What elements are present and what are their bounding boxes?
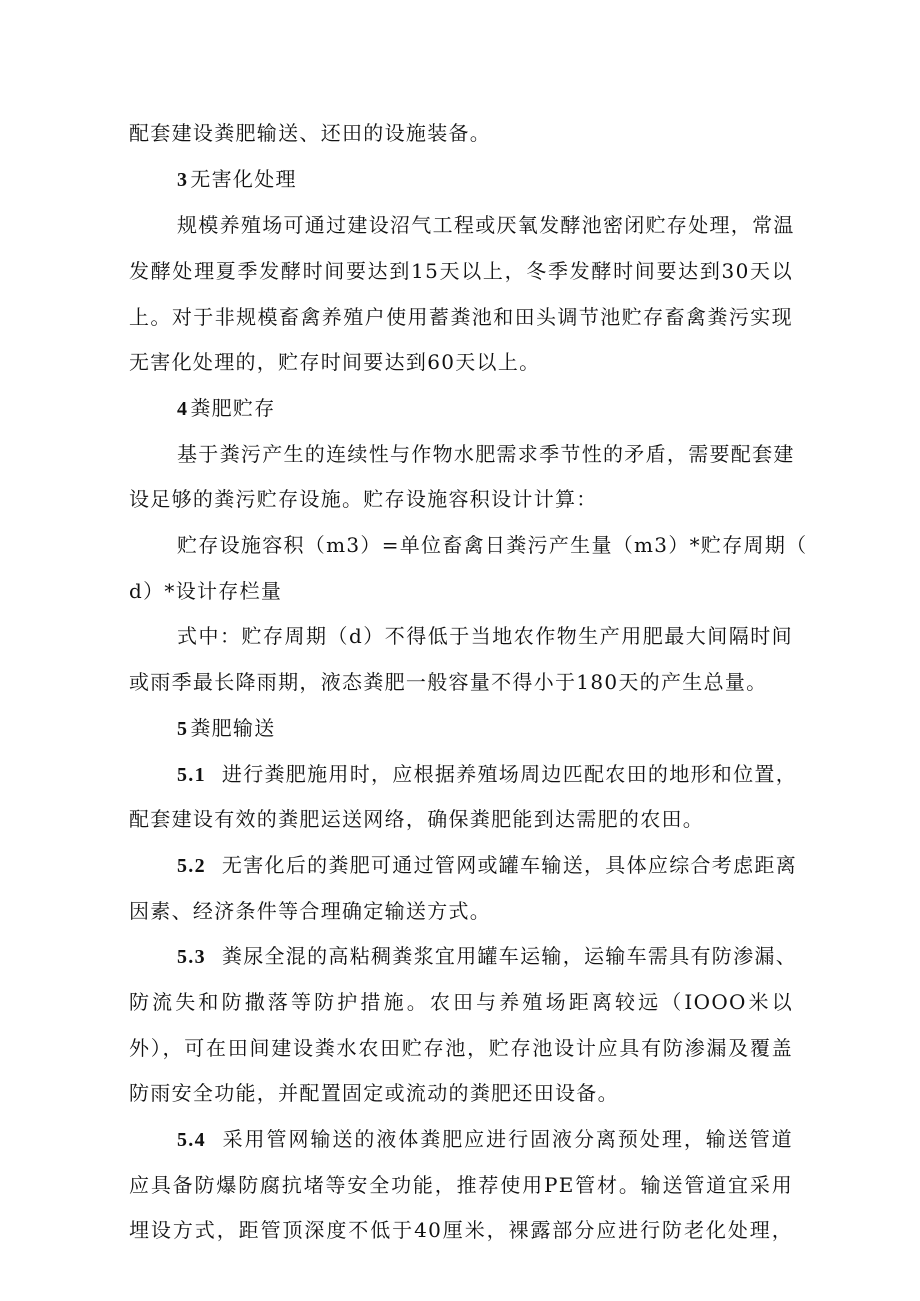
- paragraph-line: 配套建设粪肥输送、还田的设施装备。: [129, 121, 492, 145]
- paragraph-line: 设足够的粪污贮存设施。贮存设施容积设计计算：: [129, 487, 598, 511]
- section-heading-5: [177, 711, 793, 745]
- section-title: 无害化处理: [190, 167, 297, 191]
- subsection-text: 进行粪肥施用时，应根据养殖场周边匹配农田的地形和位置，: [221, 762, 798, 786]
- paragraph-line: 或雨季最长降雨期，液态粪肥一般容量不得小于180天的产生总量。: [129, 670, 768, 694]
- paragraph-line: 外），可在田间建设粪水农田贮存池，贮存池设计应具有防渗漏及覆盖: [129, 1036, 793, 1060]
- subsection-number: 5.1: [177, 764, 206, 786]
- section-title: 粪肥输送: [190, 716, 276, 740]
- paragraph-line: 式中：贮存周期（d）不得低于当地农作物生产用肥最大间隔时间: [177, 624, 793, 648]
- paragraph-line: 规模养殖场可通过建设沼气工程或厌氧发酵池密闭贮存处理，常温: [177, 213, 795, 237]
- subsection-text: 采用管网输送的液体粪肥应进行固液分离预处理，输送管道: [221, 1127, 793, 1151]
- subsection-number: 5.3: [177, 946, 206, 968]
- section-heading-3: [177, 162, 793, 196]
- subsection-number: 5.4: [177, 1129, 206, 1151]
- paragraph-line: 防雨安全功能，并配置固定或流动的粪肥还田设备。: [129, 1081, 619, 1105]
- paragraph-line: 因素、经济条件等合理确定输送方式。: [129, 899, 492, 923]
- subsection-5-2-line: [177, 848, 798, 882]
- subsection-5-1-line: [177, 757, 798, 791]
- paragraph-line: 埋设方式，距管顶深度不低于40厘米，裸露部分应进行防老化处理，: [129, 1218, 793, 1242]
- paragraph-line: 发酵处理夏季发酵时间要达到15天以上，冬季发酵时间要达到30天以: [129, 259, 793, 283]
- section-number: 3: [177, 169, 189, 191]
- section-number: 4: [177, 398, 189, 420]
- section-heading-4: [177, 391, 793, 425]
- subsection-5-4-line: [177, 1122, 793, 1156]
- paragraph-line: 上。对于非规模畜禽养殖户使用蓄粪池和田头调节池贮存畜禽粪污实现: [129, 305, 793, 329]
- paragraph-line: 应具备防爆防腐抗堵等安全功能，推荐使用PE管材。输送管道宜采用: [129, 1173, 793, 1197]
- subsection-text: 粪尿全混的高粘稠粪浆宜用罐车运输，运输车需具有防渗漏、: [221, 944, 798, 968]
- formula-line: d）*设计存栏量: [129, 579, 283, 603]
- paragraph-line: 基于粪污产生的连续性与作物水肥需求季节性的矛盾，需要配套建: [177, 442, 795, 466]
- subsection-5-3-line: [177, 939, 798, 973]
- subsection-text: 无害化后的粪肥可通过管网或罐车输送，具体应综合考虑距离: [221, 853, 798, 877]
- paragraph-line: 配套建设有效的粪肥运送网络，确保粪肥能到达需肥的农田。: [129, 807, 705, 831]
- section-title: 粪肥贮存: [190, 396, 276, 420]
- paragraph-line: 防流失和防撒落等防护措施。农田与养殖场距离较远（IOOO米以: [129, 990, 793, 1014]
- section-number: 5: [177, 718, 189, 740]
- paragraph-line: 无害化处理的，贮存时间要达到60天以上。: [129, 350, 541, 374]
- subsection-number: 5.2: [177, 855, 206, 877]
- formula-line: 贮存设施容积（m3）=单位畜禽日粪污产生量（m3）*贮存周期（: [177, 533, 808, 557]
